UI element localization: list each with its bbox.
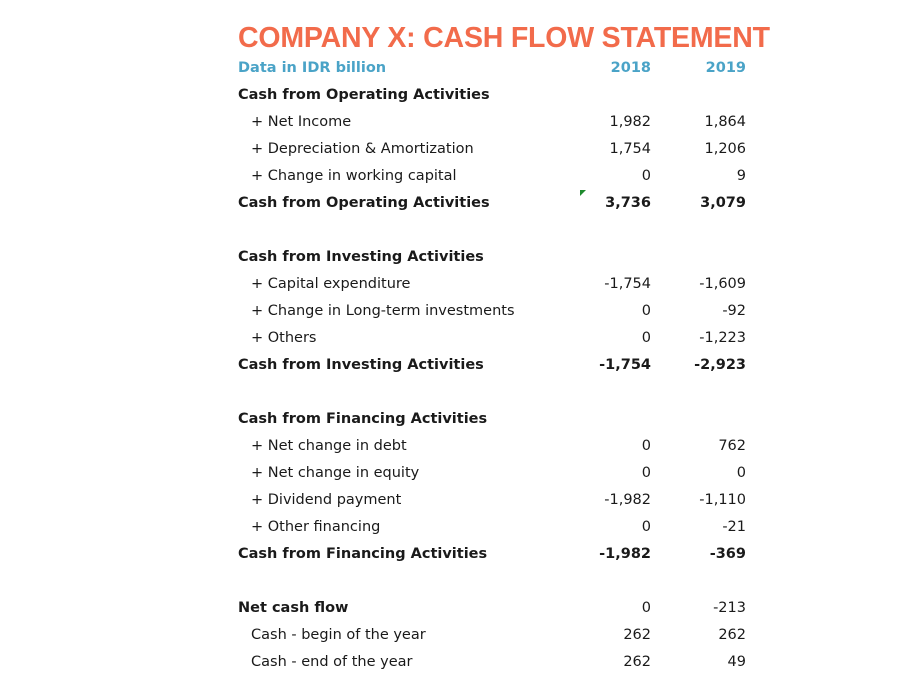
section-heading: Cash from Financing Activities: [238, 411, 488, 427]
row-label: Cash - end of the year: [251, 654, 413, 670]
value-2018: 0: [641, 519, 651, 535]
row-label: + Net change in equity: [251, 465, 420, 481]
total-2019: -369: [709, 546, 746, 562]
table-row: [238, 622, 758, 649]
table-row: [238, 487, 758, 514]
table-row: [238, 271, 758, 298]
value-2018: 0: [641, 330, 651, 346]
year-2018-header: 2018: [610, 60, 651, 76]
table-row: [238, 325, 758, 352]
table-header: [238, 60, 758, 80]
value-2019: 0: [736, 465, 746, 481]
page-title: COMPANY X: CASH FLOW STATEMENT: [238, 22, 770, 54]
operating-heading-row: [238, 82, 758, 109]
table-row: [238, 514, 758, 541]
financing-heading-row: [238, 406, 758, 433]
value-2018: 0: [641, 465, 651, 481]
row-label: + Change in Long-term investments: [251, 303, 515, 319]
total-2019: 3,079: [700, 195, 746, 211]
value-2018: 0: [641, 303, 651, 319]
financing-total-row: [238, 541, 758, 568]
value-2018: 1,754: [609, 141, 651, 157]
value-2018: 262: [623, 654, 651, 670]
value-2019: 262: [718, 627, 746, 643]
total-label: Cash from Financing Activities: [238, 546, 488, 562]
total-label: Cash from Investing Activities: [238, 357, 484, 373]
value-2019: -1,110: [699, 492, 746, 508]
total-2018: -1,982: [599, 546, 651, 562]
cash-flow-table: [238, 82, 758, 676]
section-heading: Cash from Investing Activities: [238, 249, 484, 265]
net-cash-flow-label: Net cash flow: [238, 600, 349, 616]
spacer: [238, 568, 758, 595]
value-2019: 9: [736, 168, 746, 184]
table-row: [238, 136, 758, 163]
value-2019: -21: [722, 519, 746, 535]
row-label: + Depreciation & Amortization: [251, 141, 474, 157]
year-2019-header: 2019: [705, 60, 746, 76]
value-2019: -92: [722, 303, 746, 319]
total-2019: -2,923: [694, 357, 746, 373]
row-label: + Net Income: [251, 114, 352, 130]
value-2018: 1,982: [609, 114, 651, 130]
value-2018: -1,754: [604, 276, 651, 292]
row-label: + Capital expenditure: [251, 276, 411, 292]
value-2018: 0: [641, 168, 651, 184]
value-2019: 1,206: [704, 141, 746, 157]
spacer: [238, 217, 758, 244]
row-label: + Dividend payment: [251, 492, 402, 508]
spacer: [238, 379, 758, 406]
value-2018: -1,982: [604, 492, 651, 508]
table-row: [238, 163, 758, 190]
table-row: [238, 298, 758, 325]
value-2019: -1,223: [699, 330, 746, 346]
row-label: Cash - begin of the year: [251, 627, 426, 643]
units-label: Data in IDR billion: [238, 60, 387, 76]
value-2019: 762: [718, 438, 746, 454]
value-2018: 0: [641, 438, 651, 454]
total-2018: -1,754: [599, 357, 651, 373]
table-row: [238, 109, 758, 136]
row-label: + Other financing: [251, 519, 381, 535]
table-row: [238, 649, 758, 676]
section-heading: Cash from Operating Activities: [238, 87, 490, 103]
net-cash-flow-row: [238, 595, 758, 622]
value-2019: 1,864: [704, 114, 746, 130]
value-2019: -1,609: [699, 276, 746, 292]
value-2019: 49: [727, 654, 746, 670]
table-row: [238, 433, 758, 460]
operating-total-row: [238, 190, 758, 217]
row-label: + Change in working capital: [251, 168, 457, 184]
total-2018: 3,736: [605, 195, 651, 211]
value-2019: -213: [713, 600, 746, 616]
value-2018: 262: [623, 627, 651, 643]
value-2018: 0: [641, 600, 651, 616]
table-row: [238, 460, 758, 487]
investing-heading-row: [238, 244, 758, 271]
row-label: + Others: [251, 330, 317, 346]
investing-total-row: [238, 352, 758, 379]
row-label: + Net change in debt: [251, 438, 407, 454]
total-label: Cash from Operating Activities: [238, 195, 490, 211]
